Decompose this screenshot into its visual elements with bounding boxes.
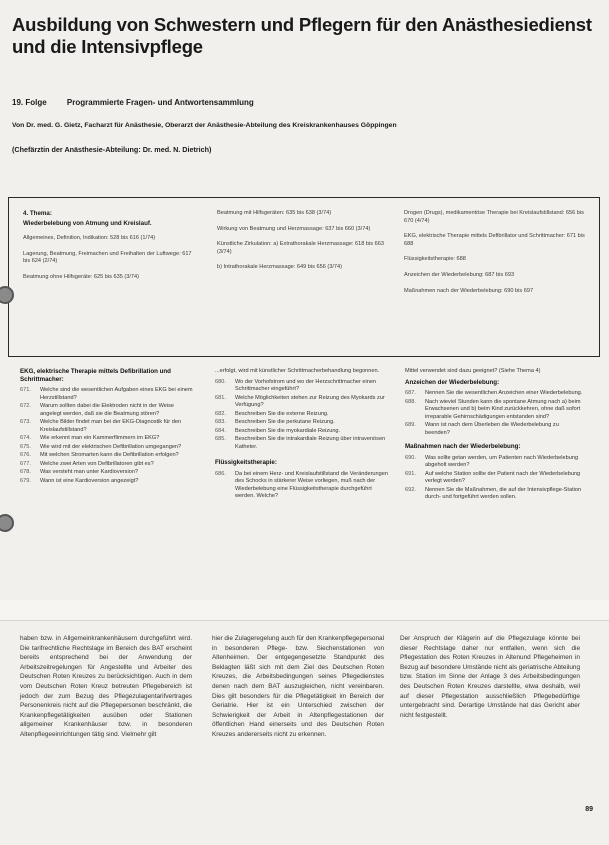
question-item [20, 478, 195, 486]
question-text: Wann ist eine Kardioversion angezeigt? [40, 477, 139, 484]
theme-subheading: Wiederbelebung von Atmung und Kreislauf. [23, 219, 152, 227]
theme-item: Künstliche Zirkulation: a) Extrathorakale Herzmassage: 618 bis 663 (3/74) [217, 241, 384, 255]
question-number: 678. [20, 469, 31, 475]
theme-item: Beatmung ohne Hilfsgeräte: 625 bis 635 (3/74) [23, 273, 139, 280]
question-number: 679. [20, 477, 31, 484]
question-item [215, 436, 390, 451]
question-number: 689. [405, 422, 416, 428]
body-text-col-3: Der Anspruch der Klägerin auf die Pflegezulage könnte bei dieser Rechtslage daher nur entfallen, wenn sich die Pflegestation des Roten Kreuzes in Altenund Pflegeheimen in Bezug auf besondere Umstände nicht als geriatrische Abteilung bzw. Station im Sinne der Anlage 3 des Arbeitsbedingungen des Deutschen Roten Kreuzes darstellte, etwa deshalb, weil auf dieser Pflegestation ausschließlich Pflegebedürftige untergebracht sind. Derartige Umstände hat das Gericht aber nicht festgestellt. [400, 635, 580, 719]
question-item [405, 399, 585, 422]
question-text: Da bei einem Herz- und Kreislaufstillstand die Veränderungen des Schocks in stärkerer Weise vorliegen, muß nach der Wiederbelebung eine Flüssigkeitstherapie durchgeführt werden. Welche? [235, 470, 388, 499]
question-text: Welche Möglichkeiten stehen zur Reizung des Myokards zur Verfügung? [235, 394, 385, 408]
page-number: 89 [585, 806, 593, 813]
series-part: 19. Folge [12, 98, 47, 107]
question-item [20, 387, 195, 402]
question-text: Beschreiben Sie die externe Reizung. [235, 410, 329, 417]
question-text: Auf welche Station sollte der Patient nach der Wiederbelebung verlegt werden? [425, 470, 581, 484]
theme-item: Beatmung mit Hilfsgeräten: 635 bis 638 (3/74) [217, 210, 332, 216]
question-text: Welche sind die wesentlichen Aufgaben eines EKG bei einem Herzstillstand? [40, 387, 193, 401]
question-text: Nennen Sie die Maßnahmen, die auf der Intensivpflege-Station durch- und fortgeführt werden sollen. [425, 486, 582, 500]
question-item [405, 455, 585, 470]
continued-text: ...erfolgt, wird mit künstlicher Schrittmacherbehandlung begonnen. [215, 368, 380, 374]
question-item [20, 435, 195, 443]
question-number: 692. [405, 486, 416, 493]
question-list [20, 387, 195, 485]
questions-col-2 [215, 368, 390, 502]
series-line [12, 98, 272, 107]
question-text: Was sollte getan werden, um Patienten nach Wiederbelebung abgeholt werden? [425, 454, 579, 468]
question-number: 685. [215, 436, 226, 442]
question-number: 671. [20, 387, 31, 393]
question-text: Nach wieviel Stunden kann die spontane Atmung nach a) beim Erwachsenen und b) beim Kind zurückkehren, ohne daß sofort irreparable Gehirnschädigungen entstanden sind? [425, 398, 581, 420]
question-text: Beschreiben Sie die myokardiale Reizung. [235, 427, 341, 434]
theme-item: EKG, elektrische Therapie mittels Defibrillator und Schrittmacher: 671 bis 688 [404, 233, 585, 247]
question-text: Warum sollten dabei die Elektroden nicht in der Weise angelegt werden, daß sie die Beatmung stören? [40, 403, 175, 417]
questions-col-3 [405, 368, 585, 503]
question-text: Welche Bilder findet man bei der EKG-Diagnostik für den Kreislaufstillstand? [40, 419, 182, 433]
theme-item: Maßnahmen nach der Wiederbelebung: 690 bis 697 [404, 287, 534, 294]
question-number: 681. [215, 394, 226, 401]
question-number: 677. [20, 460, 31, 467]
question-number: 672. [20, 403, 31, 409]
theme-item: Allgemeines, Definition, Indikation: 528 bis 616 (1/74) [23, 235, 156, 242]
question-item [215, 471, 390, 501]
theme-item: Anzeichen der Wiederbelebung: 687 bis 693 [404, 271, 515, 278]
theme-item: b) Intrathorakale Herzmassage: 649 bis 656 (3/74) [217, 264, 342, 271]
question-list [405, 390, 585, 437]
question-text: Was versteht man unter Kardioversion? [40, 469, 139, 475]
question-item [215, 419, 390, 427]
article-title: Ausbildung von Schwestern und Pflegern für den Anästhesiedienst und die Intensivpflege [12, 14, 592, 57]
question-text: Wie wird mit der elektrischen Defibrillation umgegangen? [40, 443, 182, 450]
question-item [20, 461, 195, 469]
question-number: 680. [215, 378, 226, 385]
question-item [20, 452, 195, 460]
continued-text: Mittel verwendet sind dazu geeignet? (Siehe Thema 4) [405, 368, 541, 374]
section-heading: EKG, elektrische Therapie mittels Defibrillation und Schrittmacher: [20, 368, 171, 383]
section-heading: Flüssigkeitstherapie: [215, 459, 277, 466]
question-list [215, 471, 390, 501]
question-number: 682. [215, 410, 226, 417]
question-number: 690. [405, 454, 416, 461]
page-fold [0, 600, 609, 621]
question-item [405, 487, 585, 502]
question-text: Beschreiben Sie die intrakardiale Reizung über intravenösen Katheter. [235, 436, 386, 450]
question-text: Mit welchen Stromarten kann die Defibrillation erfolgen? [40, 452, 179, 458]
theme-item: Drogen (Drugs), medikamentöse Therapie bei Kreislaufstillstand: 656 bis 670 (4/74) [404, 210, 584, 224]
theme-item: Lagerung, Beatmung, Freimachen und Freihalten der Luftwege: 617 bis 624 (2/74) [23, 250, 192, 265]
question-list [405, 455, 585, 502]
question-item [215, 395, 390, 410]
question-text: Wann ist nach dem Überleben die Wiederbelebung zu beenden? [425, 422, 559, 436]
body-text-col-1: haben bzw. in Allgemeinkrankenhäusern durchgeführt wird. Die tarifrechtliche Rechtslage im Bereich des BAT erscheint bereits entsprechend bei der Anwendung der Arbeitszeitregelungen für Angestellte und Arbeiter des Deutschen Roten Kreuzes zu berücksichtigen. Auch in dem vom Deutschen Roten Kreuz betreuten Pflegebereich ist jedoch der zum Bezug des Pflegezulagentarifvertrages Personenkreis nicht auf die Pflegepersonen beschränkt, die Krankenpflegetätigkeiten ausüben oder Stationen allgemeiner Krankenhäuser bzw. in besonderen Altenpflegeeinrichtungen tätig sind. Vielmehr gilt [20, 635, 192, 738]
question-item [20, 403, 195, 418]
question-number: 687. [405, 390, 416, 396]
theme-item: Flüssigkeitstherapie: 688 [404, 256, 466, 263]
question-text: Beschreiben Sie die perkutane Reizung. [235, 419, 335, 425]
question-text: Wo der Vorhofstrom und wo der Herzschrittmacher einen Schrittmacher eingeführt? [235, 378, 377, 392]
question-number: 674. [20, 435, 31, 441]
question-number: 683. [215, 419, 226, 425]
question-number: 691. [405, 470, 416, 477]
question-text: Nennen Sie die wesentlichen Anzeichen einer Wiederbelebung. [425, 390, 583, 396]
theme-col-2 [217, 210, 387, 280]
author-line: Von Dr. med. G. Gietz, Facharzt für Anästhesie, Oberarzt der Anästhesie-Abteilung des Kreiskrankenhauses Göppingen [12, 122, 397, 129]
theme-col-1 [23, 210, 193, 290]
series-subject: Programmierte Fragen- und Antwortensammlung [66, 98, 254, 107]
question-text: Welche zwei Arten von Defibrillatoren gibt es? [40, 460, 154, 467]
body-text-col-2: hier die Zulageregelung auch für den Krankenpflegepersonal in besonderen Pflege- bzw. Siechenstationen von Altenheimen. Der entgegengesetzte Standpunkt des Beklagten läßt sich mit dem Ziel des Deutschen Roten Kreuzes, die Arbeitsbedingungen seines Pflegedienstes denen nach dem BAT auszugleichen, nicht vereinbaren. Dies gilt besonders für die Pflegetätigkeit im Bereich der Geriatrie. Hier ist ein Unterschied zwischen der Schwierigkeit der Arbeit in Altenpflegestationen der öffentlichen Hand einerseits und des Deutschen Roten Kreuzes andererseits nicht zu erkennen. [212, 635, 384, 738]
punch-hole-icon [0, 514, 14, 532]
question-number: 686. [215, 470, 226, 477]
chief-line: (Chefärztin der Anästhesie-Abteilung: Dr. med. N. Dietrich) [12, 145, 212, 154]
question-number: 684. [215, 427, 226, 434]
question-item [20, 444, 195, 452]
section-heading: Maßnahmen nach der Wiederbelebung: [405, 443, 521, 450]
question-item [215, 379, 390, 394]
question-item [20, 419, 195, 434]
question-number: 673. [20, 419, 31, 425]
question-text: Wie erkennt man ein Kammerflimmern im EKG? [40, 435, 160, 441]
question-item [405, 422, 585, 437]
theme-box [8, 197, 600, 357]
question-item [20, 469, 195, 477]
question-list [215, 379, 390, 452]
theme-heading: 4. Thema: [23, 210, 52, 217]
question-item [215, 428, 390, 436]
question-item [215, 411, 390, 419]
theme-col-3 [404, 210, 589, 303]
question-number: 676. [20, 452, 31, 458]
question-number: 688. [405, 398, 416, 405]
question-item [405, 471, 585, 486]
section-heading: Anzeichen der Wiederbelebung: [405, 378, 500, 386]
theme-item: Wirkung von Beatmung und Herzmassage: 637 bis 660 (3/74) [217, 225, 371, 232]
questions-col-1 [20, 368, 195, 486]
question-number: 675. [20, 443, 31, 450]
question-item [405, 390, 585, 398]
